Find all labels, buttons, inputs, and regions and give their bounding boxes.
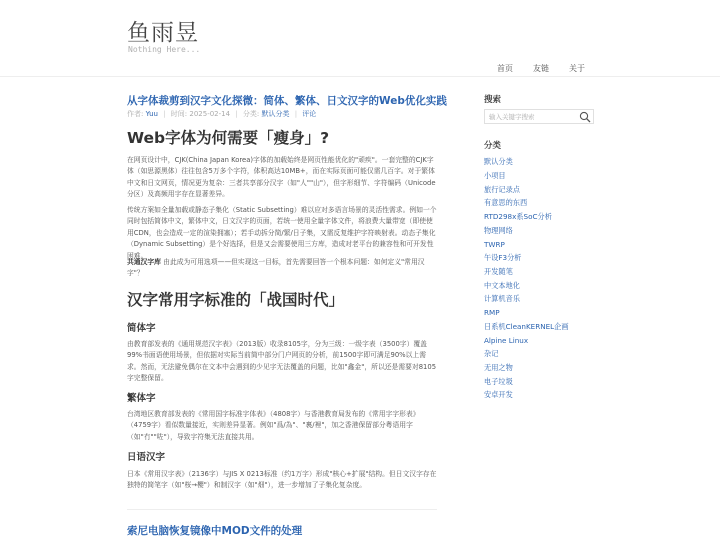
paragraph-text: 由此成为可用选项——但实现这一目标，首先需要回答一个根本问题：如何定义"常用汉字"？: [127, 258, 425, 278]
nav-home[interactable]: 首页: [497, 64, 513, 73]
post-title-wrap: [127, 93, 447, 108]
paragraph: [127, 257, 437, 280]
category-item[interactable]: 旅行记录点: [484, 185, 520, 194]
meta-separator: |: [163, 110, 166, 118]
category-item[interactable]: 有意思的东西: [484, 198, 528, 207]
site-description: Nothing Here...: [128, 45, 201, 54]
nav-friends[interactable]: 友链: [533, 64, 549, 73]
category-item[interactable]: 电子垃圾: [484, 377, 513, 386]
category-item[interactable]: 默认分类: [484, 157, 513, 166]
section-heading: Web字体为何需要「瘦身」?: [127, 129, 330, 147]
category-item[interactable]: RTD298x系SoC分析: [484, 212, 552, 221]
category-item[interactable]: 无用之物: [484, 363, 513, 372]
author-label: 作者:: [127, 110, 144, 118]
post-meta: [127, 109, 316, 119]
nav-about[interactable]: 关于: [569, 64, 585, 73]
time-label: 时间:: [170, 110, 188, 118]
category-item[interactable]: 日系机CleanKERNEL企画: [484, 322, 569, 331]
categories-heading: 分类: [484, 141, 502, 151]
meta-separator: |: [235, 110, 238, 118]
post-time: 2025-02-14: [189, 110, 231, 118]
paragraph: 由教育部发表的《通用规范汉字表》（2013版）收录8105字，分为三级：一级字表（3500字）覆盖99%书面语使用场景，但依据对实际当前简中部分门户网页的分析，前1500字即可满足90%以上需求。然而，无法避免偶尔在文本中会遇到的少见字无法覆盖的问题，比如"鑫金"，所以还是需要对8105字完整保留。: [127, 340, 437, 383]
category-item[interactable]: 计算机音乐: [484, 294, 520, 303]
category-item[interactable]: 杂记: [484, 349, 499, 358]
meta-separator: |: [294, 110, 298, 118]
site-title[interactable]: 鱼雨昱: [127, 20, 199, 46]
category-item[interactable]: 小项目: [484, 171, 506, 180]
category-link[interactable]: 默认分类: [261, 110, 290, 118]
search-heading: 搜索: [484, 95, 502, 105]
post-divider: [127, 509, 437, 510]
search-icon[interactable]: [579, 111, 591, 123]
subheading: 繁体字: [127, 393, 156, 404]
category-item[interactable]: 中文本地化: [484, 281, 520, 290]
category-item[interactable]: TWRP: [484, 240, 505, 249]
subheading: 日语汉字: [127, 452, 166, 463]
subheading: 简体字: [127, 323, 156, 334]
paragraph: 在网页设计中，CJK(China Japan Korea)字体的加载始终是网页性能优化的"顽疾"。一套完整的CJK字体（如思源黑体）往往包含5万多个字符，体积高达10MB+，而在实际页面可能仅需几百字。对于繁体中文和日文网页，情况更为复杂：三者共享部分汉字（如"人""山"），但字形细节、字符编码（Unicode分区）及高频用字存在显著差异。: [127, 156, 436, 199]
category-item[interactable]: RMP: [484, 308, 500, 317]
search-input[interactable]: [485, 110, 575, 123]
paragraph: 传统方案如全量加载或静态子集化（Static Subsetting）难以应对多语言场景的灵活性需求。例如一个同时包括简体中文，繁体中文，日文汉字的页面，若统一使用全量字体文件，将浪费大量带宽（即使使用CDN，也会造成一定的渲染拥塞）；若手动拆分简/繁/日子集，又需反复维护字符映射表。动态子集化（Dynamic Subsetting）是个好选择，但是又会需要使用三方库，造成对老平台的兼容性和可开发性困难。: [127, 206, 437, 260]
search-box: [484, 109, 594, 124]
category-label: 分类:: [242, 110, 260, 118]
section-heading: 汉字常用字标准的「战国时代」: [127, 291, 345, 309]
paragraph: 台湾地区教育部发表的《常用国字标准字体表》（4808字）与香港教育局发布的《常用字字形表》（4759字）看似数量接近，实则差异显著。例如"爲/為"、"裏/裡"，加之香港保留部分粤语用字（如"冇""咗"），导致字符集无法直接共用。: [127, 410, 420, 441]
site-header: [0, 0, 720, 77]
author-link[interactable]: Yuu: [145, 110, 158, 118]
category-item[interactable]: Alpine Linux: [484, 336, 529, 345]
next-post-title[interactable]: 索尼电脑恢复镜像中MOD文件的处理: [127, 525, 303, 537]
category-item[interactable]: 开发随笔: [484, 267, 513, 276]
category-item[interactable]: 午设F3分析: [484, 253, 522, 262]
next-post-wrap: [127, 523, 437, 538]
bold-lead: 共通汉字库: [127, 258, 161, 266]
category-item[interactable]: 安卓开发: [484, 390, 513, 399]
paragraph: 日本《常用汉字表》（2136字）与JIS X 0213标准（约1万字）形成"核心+扩展"结构。但日文汉字存在独特的简笔字（如"桜→櫻"）和制汉字（如"畑"），进一步增加了子集化复杂度。: [127, 470, 437, 490]
post-title[interactable]: 从字体裁剪到汉字文化探微：简体、繁体、日文汉字的Web优化实践: [127, 95, 447, 107]
category-item[interactable]: 物理网络: [484, 226, 513, 235]
comments-link[interactable]: 评论: [302, 110, 317, 118]
